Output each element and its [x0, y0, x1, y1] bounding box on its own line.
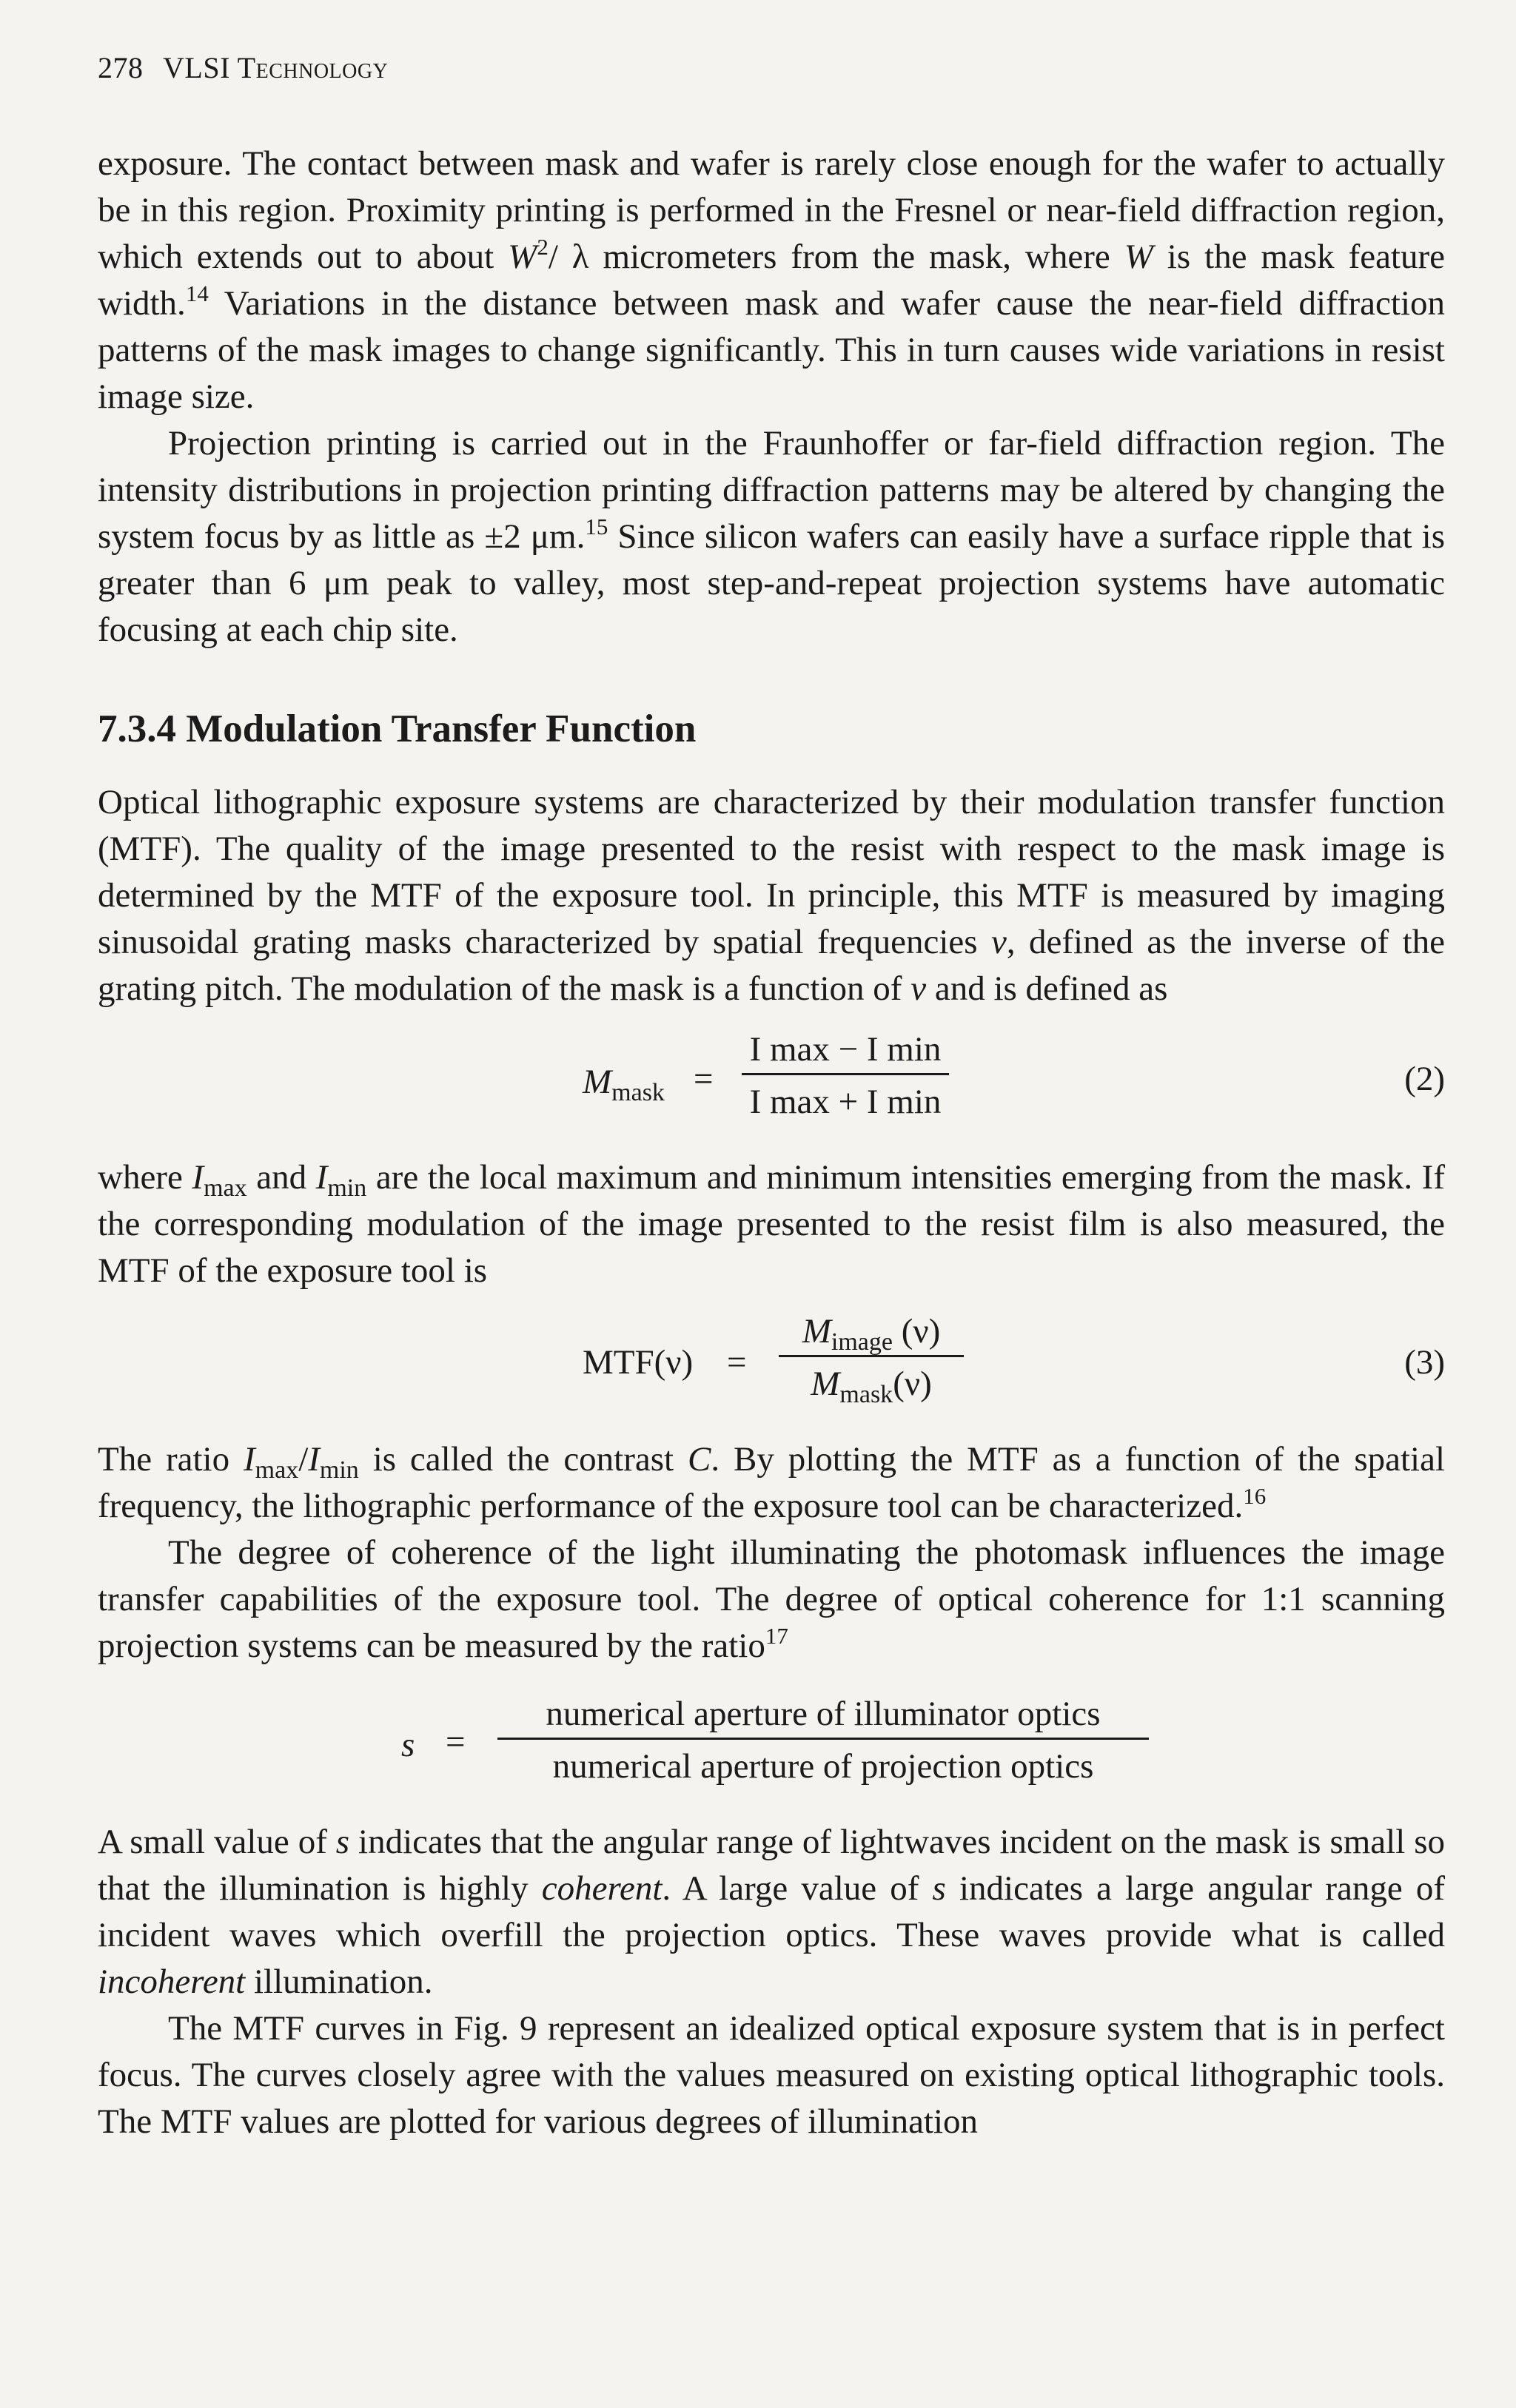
eq4-equals: = — [446, 1723, 466, 1761]
eq3-denominator: $M_{mask}(\nu)$ — [811, 1365, 932, 1408]
eq3-lhs: MTF(ν) — [583, 1343, 694, 1382]
running-head — [98, 47, 1445, 89]
paragraph-6: The degree of coherence of the light illuminating the photomask influences the image transfer capabilities of the exposure tool. The degree of optical coherence for 1:1 scanning projection systems can be measured by the ratio$^{17}$ — [98, 1533, 1445, 1665]
equation-3 — [98, 1309, 1445, 1420]
eq2-number: (2) — [1404, 1060, 1445, 1098]
eq4-denominator: numerical aperture of projection optics — [552, 1747, 1094, 1786]
eq2-lhs: $M_{mask}$ — [583, 1063, 665, 1106]
eq4-fraction-bar — [497, 1738, 1149, 1740]
footnote-ref-15: 15 — [585, 514, 608, 539]
eq3-fraction — [779, 1309, 964, 1406]
eq3-numerator: $M_{image}$ (ν) — [802, 1312, 941, 1356]
section-heading: 7.3.4 Modulation Transfer Function — [98, 707, 697, 750]
paragraph-2: Projection printing is carried out in the Fraunhoffer or far-field diffraction region. The intensity distributions in projection printing diffraction patterns may be altered by changing the system focus by as little as ±2 μm.$^{15}$ Since silicon wafers can easily have a surface ripple that is greater than 6 μm peak to valley, most step-and-repeat projection systems have automatic focusing at each chip site. — [98, 424, 1445, 649]
eq2-fraction — [742, 1027, 949, 1124]
footnote-ref-14: 14 — [185, 280, 209, 306]
paragraph-7: A small value of s indicates that the angular range of lightwaves incident on the mask is small so that the illumination is highly coherent. A large value of s indicates a large angular range of incident waves which overfill the projection optics. These waves provide what is called incoherent illumination. — [98, 1823, 1445, 2001]
eq4-numerator: numerical aperture of illuminator optics — [546, 1695, 1101, 1733]
eq4-lhs: s — [401, 1726, 415, 1764]
paragraph-3: Optical lithographic exposure systems are characterized by their modulation transfer function (MTF). The quality of the image presented to the resist with respect to the mask image is determined by the MTF of the exposure tool. In principle, this MTF is measured by imaging sinusoidal grating masks characterized by spatial frequencies ν, defined as the inverse of the grating pitch. The modulation of the mask is a function of ν and is defined as — [98, 783, 1445, 1008]
footnote-ref-17: 17 — [765, 1623, 788, 1649]
eq3-equals: = — [727, 1343, 747, 1382]
eq2-numerator: I max − I min — [749, 1030, 942, 1069]
eq4-fraction — [497, 1692, 1149, 1789]
footnote-ref-16: 16 — [1243, 1483, 1267, 1509]
paragraph-1: exposure. The contact between mask and wafer is rarely close enough for the wafer to actually be in this region. Proximity printing is performed in the Fresnel or near-field diffraction region, which extends out to about $W^2/$ λ micrometers from the mask, where W is the mask feature width.$^{14}$ Variations in the distance between mask and wafer cause the near-field diffraction patterns of the mask images to change significantly. This in turn causes wide variations in resist image size. — [98, 144, 1446, 416]
page-number: 278 — [98, 51, 144, 84]
eq2-fraction-bar — [742, 1073, 949, 1075]
eq3-number: (3) — [1404, 1343, 1445, 1382]
eq2-denominator: I max + I min — [749, 1083, 942, 1121]
eq2-equals: = — [694, 1060, 714, 1098]
equation-4 — [98, 1692, 1445, 1803]
paragraph-4: where $I_{max}$ and $I_{min}$ are the local maximum and minimum intensities emerging from the mask. If the corresponding modulation of the image presented to the resist film is also measured, the MTF of the exposure tool is — [98, 1158, 1445, 1290]
page-body — [98, 47, 1445, 2145]
book-title: VLSI Technology — [163, 51, 389, 84]
paragraph-5: The ratio $I_{max}/I_{min}$ is called the contrast C. By plotting the MTF as a function of the spatial frequency, the lithographic performance of the exposure tool can be characterized.$^{16}$ — [98, 1440, 1446, 1525]
equation-2 — [98, 1027, 1445, 1138]
paragraph-8: The MTF curves in Fig. 9 represent an idealized optical exposure system that is in perfect focus. The curves closely agree with the values measured on existing optical lithographic tools. The MTF values are plotted for various degrees of illumination — [98, 2009, 1445, 2141]
